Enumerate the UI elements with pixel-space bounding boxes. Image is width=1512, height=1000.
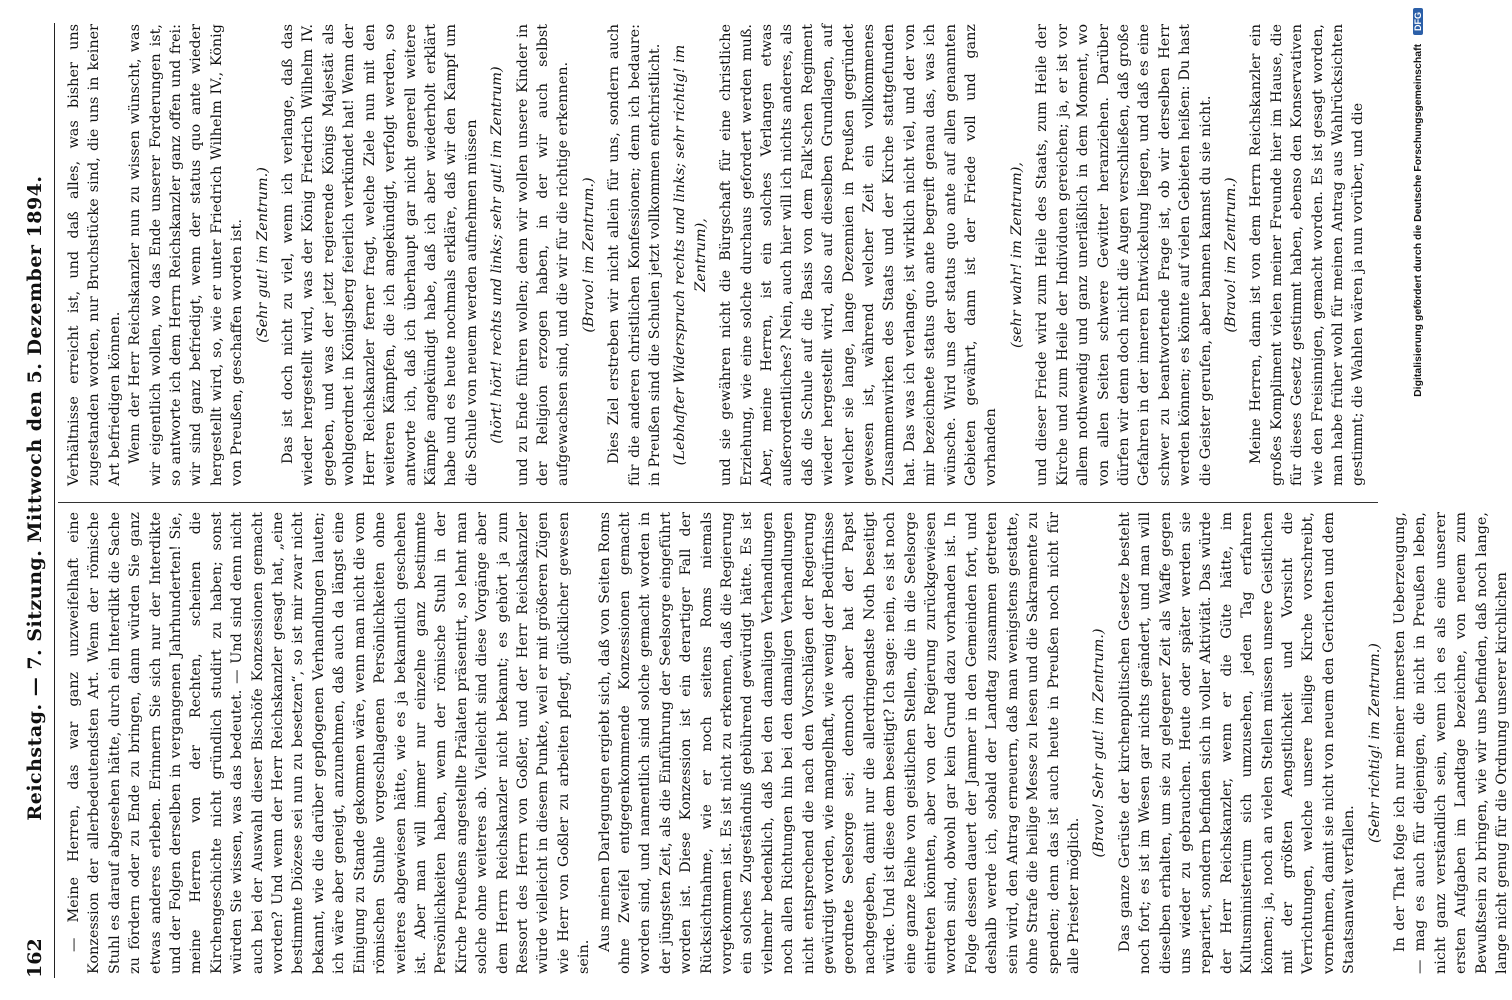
- stage-direction: (Sehr gut! im Zentrum.): [254, 167, 271, 343]
- paragraph: und sie gewähren nicht die Bürgschaft für eine christliche Erziehung, wie eine solche durchaus gefordert werden muß. Aber, meine Herren, ist ein solches Verlangen etwas außerordentliches? Nein, auch hier will ich nichts anderes, als daß die Schule auf die Basis von dem Falk'schen Regiment wieder hergestellt wird, also auf dieselben Grundlagen, auf welcher sie lange, lange Dezennien in Preußen gegründet gewesen ist, während welcher Zeit ein vollkommenes Zusammenwirken des Staats und der Kirche stattgefunden hat. Das was ich verlange, ist wirklich nicht viel, und der von mir bezeichnete status quo ante begreift genau das, was ich wünsche. Wird uns der status quo ante auf allen genannten Gebieten gewährt, dann ist der Friede voll und ganz vorhanden: [718, 24, 1000, 486]
- stage-direction: (hört! hört! rechts und links; sehr gut! im Zentrum): [489, 66, 506, 444]
- running-head: [18, 18, 52, 978]
- column-rule: [58, 502, 1378, 503]
- paragraph: Verhältnisse erreicht ist, und daß alles, was bisher uns zugestanden worden, nur Bruchstücke sind, die uns in keiner Art befriedigen können.: [66, 24, 123, 486]
- stage-direction: (Bravo! Sehr gut! im Zentrum.): [1091, 628, 1108, 858]
- side-credit: [1408, 8, 1432, 998]
- dfg-logo: DFG: [1413, 8, 1423, 35]
- paragraph: Das ist doch nicht zu viel, wenn ich verlange, daß das wieder hergestellt wird, was der König Friedrich Wilhelm IV. gegeben, und was der jetzt regierende Königs Majestät als wohlgeordnet in Königsberg feierlich verkündet hat! Wenn der Herr Reichskanzler ferner fragt, welche Ziele nun mit den weiteren Kämpfen, die ich angekündigt, verfolgt werden, so antworte ich, daß ich überhaupt gar nicht generell weitere Kämpfe angekündigt habe, daß ich aber wiederholt erklärt habe und es heute nochmals erkläre, daß wir den Kampf um die Schule von neuem werden aufnehmen müssen: [280, 24, 480, 486]
- left-column: [64, 512, 1511, 974]
- paragraph: — Meine Herren, das war ganz unzweifelhaft eine Konzession der allerbedeutendsten Art. Wenn der römische Stuhl es darauf abgesehen hätte, durch ein Interdikt die Sache zu fördern oder zu Ende zu bringen, dann würden Sie ganz etwas anderes erleben. Erinnern Sie sich nur der Interdikte und der Folgen derselben in vergangenen Jahrhunderten! Sie, meine Herren von der Rechten, scheinen die Kirchengeschichte nicht gründlich studirt zu haben; sonst würden Sie wissen, was das bedeutet. — Und sind denn nicht auch bei der Auswahl dieser Bischöfe Konzessionen gemacht worden? Und wenn der Herr Reichskanzler gesagt hat, „eine bestimmte Diözese sei nun zu besetzen“, so ist mir zwar nicht bekannt, wie die darüber gepflogenen Verhandlungen lauten; ich wäre aber geneigt, anzunehmen, daß auch da längst eine Einigung zu Stande gekommen wäre, wenn man nicht die vom römischen Stuhle vorgeschlagenen Persönlichkeiten ohne weiteres abgewiesen hätte, wie es ja bekanntlich geschehen ist. Aber man will immer nur einzelne ganz bestimmte Persönlichkeiten haben, wenn der römische Stuhl in der Kirche Preußens angestellte Prälaten präsentirt, so lehnt man solche ohne weiteres ab. Vielleicht sind diese Vorgänge aber dem Herrn Reichskanzler nicht bekannt; es gehört ja zum Ressort des Herrn von Goßler, und der Herr Reichskanzler würde vielleicht in diesem Punkte, weil er mit größeren Zügen wie Herr von Goßler zu arbeiten pflegt, glücklicher gewesen sein.: [66, 512, 593, 974]
- paragraph: und zu Ende führen wollen; denn wir wollen unsere Kinder in der Religion erzogen haben, in der wir auch selbst aufgewachsen sind, und die wir für die richtige erkennen.: [514, 24, 572, 486]
- paragraph: und dieser Friede wird zum Heile des Staats, zum Heile der Kirche und zum Heile der Individuen gereichen; ja, er ist vor allem nothwendig und ganz unerläßlich in dem Moment, wo von allen Seiten schwere Gewitter heranziehen. Darüber dürfen wir denn doch nicht die Augen verschließen, daß große Gefahren in der inneren Entwickelung liegen, und daß es eine schwer zu beantwortende Frage ist, ob wir derselben Herr werden können; es könnte auf vielen Gebieten heißen: Du hast die Geister gerufen, aber bannen kannst du sie nicht.: [1034, 24, 1214, 486]
- paragraph: Aus meinen Darlegungen ergiebt sich, daß von Seiten Roms ohne Zweifel entgegenkommende Konzessionen gemacht worden sind, und namentlich sind solche gemacht worden in der jüngsten Zeit, als die Einführung der Seelsorge eingeführt worden ist. Diese Konzession ist ein derartiger Fall der Rücksichtnahme, wie er noch seitens Roms niemals vorgekommen ist. Es ist nicht zu erkennen, daß die Regierung ein solches Zugeständniß gebührend gewürdigt hätte. Es ist vielmehr bedenklich, daß bei den damaligen Verhandlungen noch allen Richtungen hin bei den damaligen Verhandlungen nicht entsprechend die nach den Vorschlägen der Regierung gewürdigt worden, wie mangelhaft, wie wenig der Bedürfnisse geordnete Seelsorge sei; dennoch aber hat der Papst nachgegeben, damit nur die allerdringendste Noth beseitigt würde. Und ist diese dem beseitigt? Ich sage: nein, es ist noch eine ganze Reihe von geistlichen Stellen, die in die Seelsorge eintreten könnten, aber von der Regierung zurückgewiesen worden sind, obwohl gar kein Grund dazu vorhanden ist. In Folge dessen dauert der Jammer in den Gemeinden fort, und deshalb werde ich, sobald der Landtag zusammen getreten sein wird, den Antrag erneuern, daß man wenigstens gestatte, ohne Strafe die heilige Messe zu lesen und die Sakramente zu spenden; denn das ist auch heute in Preußen noch nicht für alle Priester möglich.: [596, 512, 1082, 974]
- stage-direction: (Bravo! im Zentrum.): [1222, 177, 1239, 333]
- stage-direction: (Bravo! im Zentrum.): [580, 177, 597, 333]
- right-column: [64, 24, 1374, 486]
- header-rule: [54, 23, 55, 978]
- running-title: Reichstag. — 7. Sitzung. Mittwoch den 5. Dezember 1894.: [24, 175, 46, 821]
- paragraph: Wenn der Herr Reichskanzler nun zu wissen wünscht, was wir eigentlich wollen, wo das Ende unserer Forderungen ist, so antworte ich dem Herrn Reichskanzler ganz offen und frei: wir sind ganz befriedigt, wenn der status quo ante wieder hergestellt wird, so, wie er unter Friedrich Wilhelm IV., König von Preußen, geschaffen worden ist.: [127, 24, 246, 486]
- credit-text: Digitalisierung gefördert durch die Deutsche Forschungsgemeinschaft: [1412, 43, 1424, 397]
- page-number: 162: [24, 938, 46, 978]
- stage-direction: (Sehr richtig! im Zentrum.): [1366, 643, 1383, 843]
- paragraph: In der That folge ich nur meiner innersten Ueberzeugung, — mag es auch für diejenigen, die nicht in Preußen leben, nicht ganz verständlich sein, wenn ich es als eine unserer ersten Aufgaben im Landtage bezeichne, von neuem zum Bewußtsein zu bringen, wie wir uns befinden, daß noch lange, lange nicht genug für die Ordnung unserer kirchlichen: [1392, 512, 1511, 974]
- paragraph: Dies Ziel erstreben wir nicht allein für uns, sondern auch für die anderen christlichen Konfessionen; denn ich bedaure: in Preußen sind die Schulen jetzt vollkommen entchristlicht.: [606, 24, 663, 486]
- paragraph: Das ganze Gerüste der kirchenpolitischen Gesetze besteht noch fort; es ist im Wesen gar nichts geändert, und man will dieselben erhalten, um sie zu gelegener Zeit als Waffe gegen uns wieder zu gebrauchen. Heute oder später werden sie repariert, sondern befinden sich in voller Aktivität. Das würde der Herr Reichskanzler, wenn er die Güte hätte, im Kultusministerium sich umzusehen, jeden Tag erfahren können; ja, noch an vielen Stellen müssen unsere Geistlichen mit der größten Aengstlichkeit und Vorsicht die Verrichtungen, welche unsere heilige Kirche vorschreibt, vornehmen, damit sie nicht von neuem den Gerichten und dem Staatsanwalt verfallen.: [1116, 512, 1358, 974]
- stage-direction: (sehr wahr! im Zentrum),: [1008, 162, 1025, 349]
- stage-direction: (Lebhafter Widerspruch rechts und links; sehr richtig! im Zentrum),: [672, 44, 709, 466]
- paragraph: Meine Herren, dann ist von dem Herrn Reichskanzler ein großes Kompliment vielen meiner Freunde hier im Hause, die für dieses Gesetz gestimmt haben, ebenso den Konservativen wie den Freisinnigen, gemacht worden. Es ist gesagt worden, man habe früher wohl für meinen Antrag aus Wahlrücksichten gestimmt; die Wahlen wären ja nun vorüber, und die: [1248, 24, 1367, 486]
